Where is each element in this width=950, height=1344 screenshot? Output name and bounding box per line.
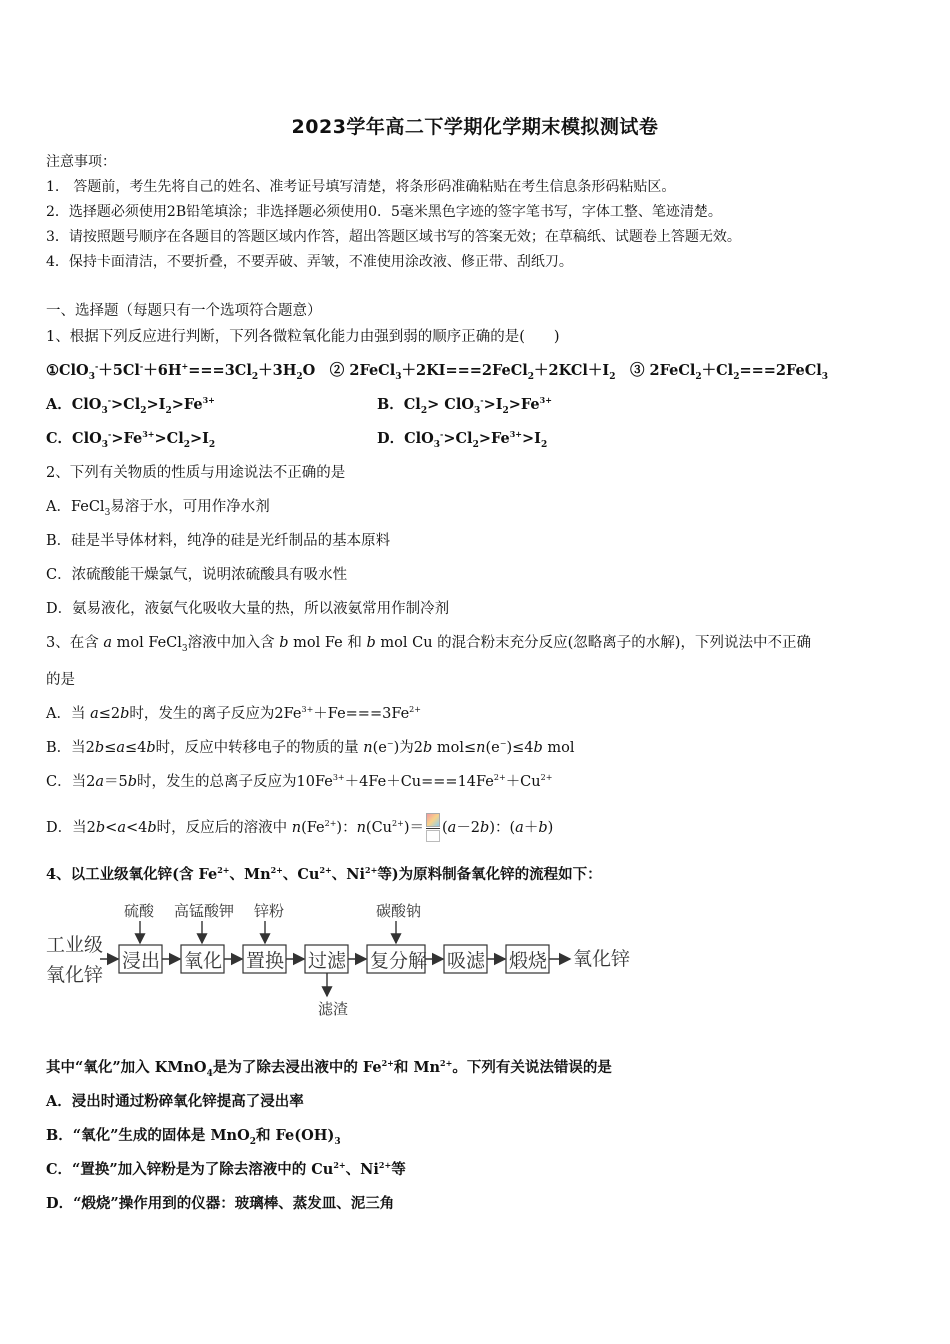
q1-stem: 1、根据下列反应进行判断，下列各微粒氧化能力由强到弱的顺序正确的是( ) (46, 329, 560, 345)
q2-option-c[interactable]: C．浓硫酸能干燥氯气，说明浓硫酸具有吸水性 (46, 567, 348, 583)
q3-option-d[interactable]: D．当2b<a<4b时，反应后的溶液中 $n(Fe^{2+})$：$n(Cu^{2+})=$ (a－2b)：(a＋b) (46, 813, 553, 843)
flow-input-2: 高锰酸钾 (174, 902, 235, 920)
flow-start-line1: 工业级 (46, 934, 104, 956)
q2-stem: 2、下列有关物质的性质与用途说法不正确的是 (46, 465, 346, 481)
q4-context: 其中“氧化”加入 KMnO$_4$是为了除去浸出液中的 $Fe^{2+}$和 $Mn^{2+}$。下列有关说法错误的是 (46, 1058, 612, 1079)
q3-option-c[interactable]: C．当2a＝5b时，发生的总离子反应为$10Fe^{3+}+4Fe+Cu===14Fe^{2+}+Cu^{2+}$ (46, 773, 553, 790)
q1-option-b[interactable]: B．$Cl_2> ClO_3^->I_2>Fe^{3+}$ (377, 395, 552, 416)
notice-item-1: 1. 答题前，考生先将自己的姓名、准考证号填写清楚，将条形码准确粘贴在考生信息条形码粘贴区。 (46, 179, 676, 195)
flow-step-1: 浸出 (122, 950, 161, 972)
q4-stem: 4、以工业级氧化锌(含 $Fe^{2+}$、$Mn^{2+}$、$Cu^{2+}$、$Ni^{2+}$等)为原料制备氧化锌的流程如下： (46, 865, 602, 883)
fraction-image-icon (426, 813, 440, 843)
page-title: 2023学年高二下学期化学期末模拟测试卷 (291, 116, 659, 138)
notice-heading: 注意事项： (46, 154, 116, 170)
q1-options-cd (46, 429, 896, 449)
flow-step-2: 氧化 (184, 950, 223, 972)
q2-option-b[interactable]: B．硅是半导体材料，纯净的硅是光纤制品的基本原料 (46, 533, 391, 549)
notice-item-3: 3．请按照题号顺序在各题目的答题区域内作答，超出答题区域书写的答案无效；在草稿纸、试题卷上答题无效。 (46, 229, 741, 245)
q4-option-c[interactable]: C．“置换”加入锌粉是为了除去溶液中的 $Cu^{2+}$、$Ni^{2+}$等 (46, 1160, 406, 1178)
flow-input-4: 碳酸钠 (376, 902, 422, 920)
process-flow-diagram (44, 895, 644, 1025)
flow-step-7: 煅烧 (509, 950, 548, 972)
q4-option-d[interactable]: D．“煅烧”操作用到的仪器：玻璃棒、蒸发皿、泥三角 (46, 1195, 395, 1212)
q1-option-a[interactable]: A．$ClO_3^->Cl_2>I_2>Fe^{3+}$ (46, 395, 215, 416)
q3-option-a[interactable]: A．当 a≤2b时，发生的离子反应为$2Fe^{3+}+Fe===3Fe^{2+}$ (46, 705, 421, 722)
flow-step-4: 过滤 (308, 950, 347, 972)
flow-input-3: 锌粉 (254, 902, 285, 920)
flow-step-5: 复分解 (370, 950, 428, 972)
q3-option-b[interactable]: B．当2b≤a≤4b时，反应中转移电子的物质的量 n(e−)为2b mol≤n(e−)≤4b mol (46, 739, 575, 756)
q4-option-b[interactable]: B．“氧化”生成的固体是 MnO$_2$和 $Fe(OH)_3$ (46, 1127, 341, 1147)
flow-step-3: 置换 (246, 950, 285, 972)
flow-input-1: 硫酸 (124, 902, 155, 920)
flow-byproduct: 滤渣 (318, 1000, 349, 1018)
flow-end: 氧化锌 (573, 948, 631, 970)
section-heading: 一、选择题（每题只有一个选项符合题意） (46, 303, 322, 319)
q1-options-ab (46, 395, 896, 415)
q1-reactions: $①ClO_3^-+5Cl^-+6H^+===3Cl_2+3H_2O$ ② $2FeCl_3+2KI===2FeCl_2+2KCl+I_2$ ③ $2FeCl_2+Cl_2===2FeCl_3$ (46, 361, 829, 382)
q1-option-c[interactable]: C．$ClO_3^->Fe^{3+}>Cl_2>I_2$ (46, 429, 216, 450)
notice-item-4: 4．保持卡面清洁，不要折叠，不要弄破、弄皱，不准使用涂改液、修正带、刮纸刀。 (46, 254, 573, 270)
q2-option-d[interactable]: D．氨易液化，液氨气化吸收大量的热，所以液氨常用作制冷剂 (46, 601, 450, 617)
q2-option-a[interactable]: A．FeCl$_3$易溶于水，可用作净水剂 (46, 499, 270, 518)
q4-option-a[interactable]: A．浸出时通过粉碎氧化锌提高了浸出率 (46, 1093, 304, 1110)
q3-stem: 3、在含 a mol FeCl$_3$溶液中加入含 b mol Fe 和 b mol Cu 的混合粉末充分反应(忽略离子的水解)，下列说法中不正确 (46, 635, 811, 654)
q1-option-d[interactable]: D．$ClO_3^->Cl_2>Fe^{3+}>I_2$ (377, 429, 548, 450)
flow-step-6: 吸滤 (447, 950, 486, 972)
flow-start-line2: 氧化锌 (46, 964, 104, 986)
q3-stem-cont: 的是 (46, 672, 75, 688)
notice-item-2: 2．选择题必须使用2B铅笔填涂；非选择题必须使用0．5毫米黑色字迹的签字笔书写，字体工整、笔迹清楚。 (46, 204, 722, 220)
